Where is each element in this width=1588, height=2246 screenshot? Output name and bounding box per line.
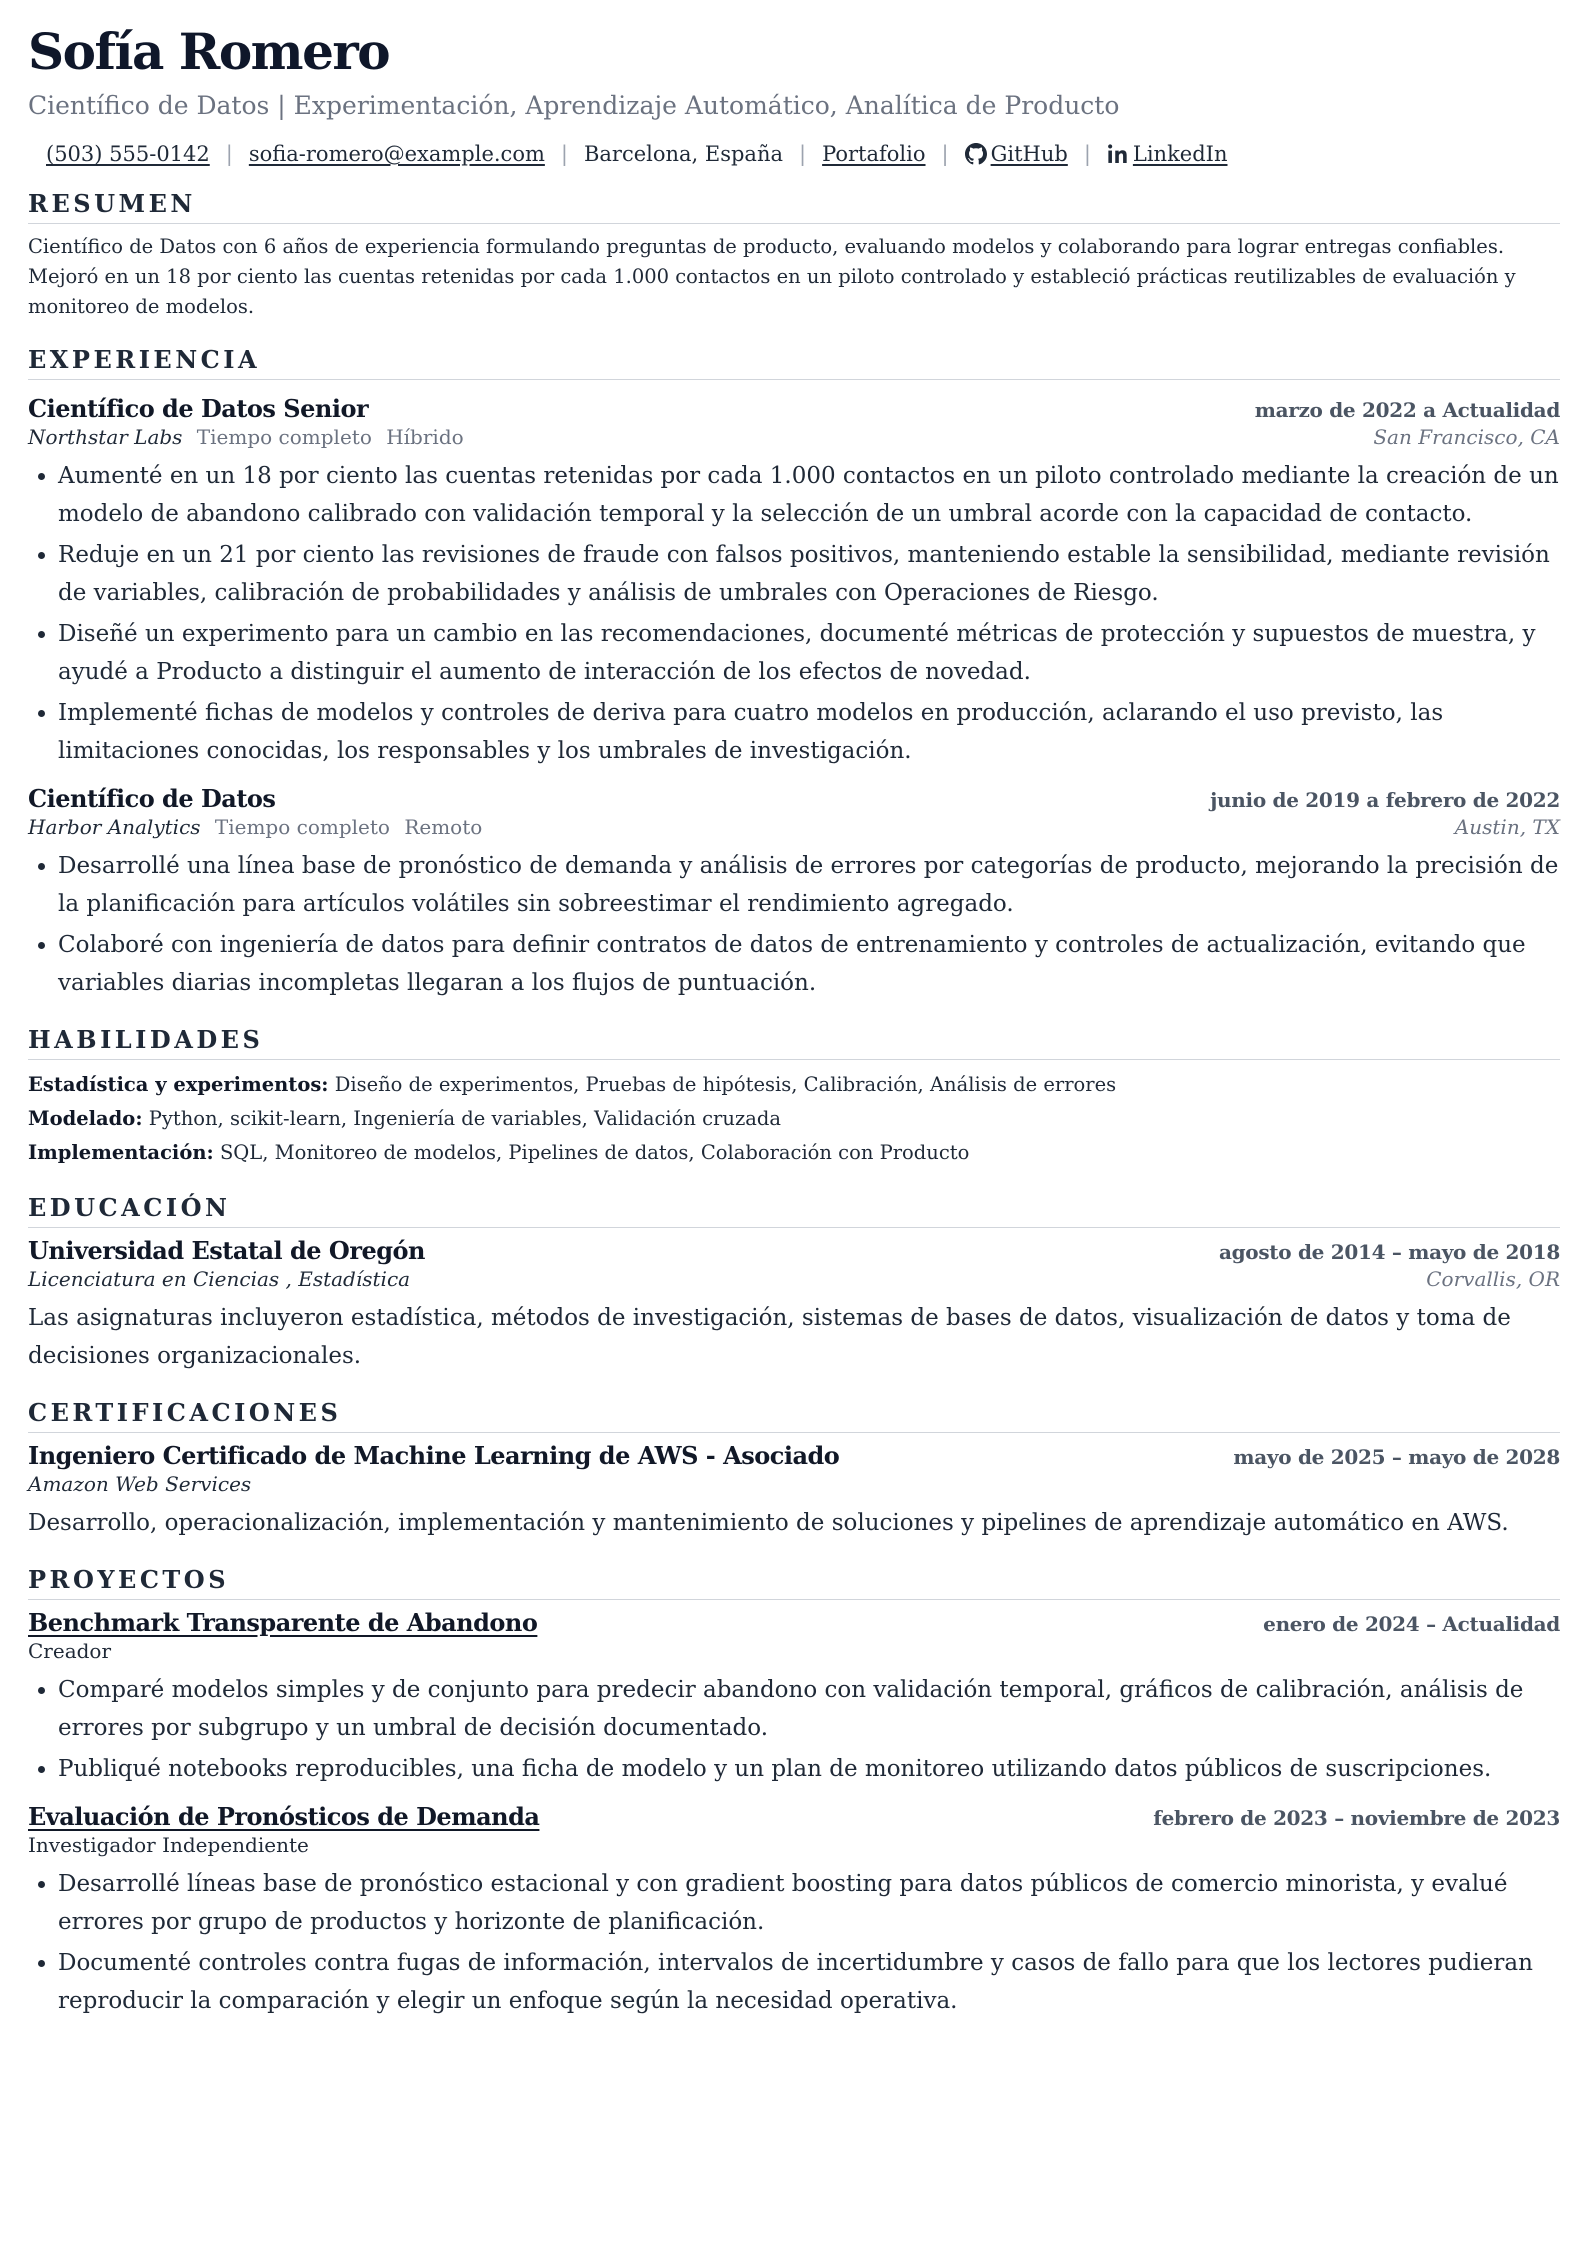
certification-issuer: Amazon Web Services <box>28 1472 252 1496</box>
separator: | <box>560 142 568 166</box>
section-title-projects: PROYECTOS <box>28 1564 1560 1600</box>
education-entry <box>28 1236 1560 1375</box>
separator: | <box>799 142 807 166</box>
experience-entry <box>28 394 1560 770</box>
work-mode: Remoto <box>404 815 483 839</box>
project-role: Creador <box>28 1639 112 1663</box>
bullet-item: • Implementé fichas de modelos y controles de deriva para cuatro modelos en producción, aclarando el uso previsto, las limitaciones conocidas, los responsables y los umbrales de investigación. <box>58 694 1560 770</box>
education-date: agosto de 2014 – mayo de 2018 <box>1218 1240 1560 1264</box>
job-title: Científico de Datos Senior <box>28 394 369 423</box>
email-link[interactable]: sofia-romero@example.com <box>248 142 545 166</box>
linkedin-icon <box>1107 143 1129 165</box>
contact-bar <box>28 142 1560 166</box>
certification-entry <box>28 1441 1560 1542</box>
bullet-list <box>28 457 1560 770</box>
linkedin-link[interactable]: LinkedIn <box>1132 142 1228 166</box>
bullet-item: • Aumenté en un 18 por ciento las cuentas retenidas por cada 1.000 contactos en un piloto controlado mediante la creación de un modelo de abandono calibrado con validación temporal y la selección de un umbral acorde con la capacidad de contacto. <box>58 457 1560 533</box>
certification-date: mayo de 2025 – mayo de 2028 <box>1233 1445 1560 1469</box>
bullet-item: • Colaboré con ingeniería de datos para definir contratos de datos de entrenamiento y controles de actualización, evitando que variables diarias incompletas llegaran a los flujos de puntuación. <box>58 926 1560 1002</box>
bullet-item: • Desarrollé una línea base de pronóstico de demanda y análisis de errores por categorías de producto, mejorando la precisión de la planificación para artículos volátiles sin sobreestimar el rendimiento agregado. <box>58 847 1560 923</box>
section-title-education: EDUCACIÓN <box>28 1192 1560 1228</box>
github-link[interactable]: GitHub <box>990 142 1068 166</box>
employment-type: Tiempo completo <box>214 815 390 839</box>
bullet-item: • Documenté controles contra fugas de información, intervalos de incertidumbre y casos de fallo para que los lectores pudieran reproducir la comparación y elegir un enfoque según la necesidad operativa. <box>58 1944 1560 2020</box>
job-date: marzo de 2022 a Actualidad <box>1254 398 1560 422</box>
separator: | <box>941 142 949 166</box>
section-title-certifications: CERTIFICACIONES <box>28 1397 1560 1433</box>
education-location: Corvallis, OR <box>1426 1267 1560 1291</box>
project-date: febrero de 2023 – noviembre de 2023 <box>1153 1806 1560 1830</box>
job-title: Científico de Datos <box>28 784 276 813</box>
skill-line <box>28 1102 1560 1136</box>
experience-entry <box>28 784 1560 1002</box>
employment-type: Tiempo completo <box>196 425 372 449</box>
candidate-name: Sofía Romero <box>28 22 390 81</box>
section-title-summary: RESUMEN <box>28 188 1560 224</box>
portfolio-link[interactable]: Portafolio <box>822 142 926 166</box>
bullet-list <box>28 847 1560 1002</box>
separator: | <box>225 142 233 166</box>
certification-description: Desarrollo, operacionalización, implementación y mantenimiento de soluciones y pipelines de aprendizaje automático en AWS. <box>28 1510 1509 1536</box>
bullet-item: • Reduje en un 21 por ciento las revisiones de fraude con falsos positivos, manteniendo estable la sensibilidad, mediante revisión de variables, calibración de probabilidades y análisis de umbrales con Operaciones de Riesgo. <box>58 536 1560 612</box>
job-location: Austin, TX <box>1454 815 1560 839</box>
bullet-list <box>28 1865 1560 2020</box>
project-entry <box>28 1802 1560 2020</box>
certification-title: Ingeniero Certificado de Machine Learning de AWS - Asociado <box>28 1441 840 1470</box>
school-name: Universidad Estatal de Oregón <box>28 1236 425 1265</box>
bullet-item: • Comparé modelos simples y de conjunto para predecir abandono con validación temporal, gráficos de calibración, análisis de errores por subgrupo y un umbral de decisión documentado. <box>58 1671 1560 1747</box>
job-date: junio de 2019 a febrero de 2022 <box>1210 788 1560 812</box>
project-date: enero de 2024 – Actualidad <box>1263 1612 1560 1636</box>
skill-value: SQL, Monitoreo de modelos, Pipelines de datos, Colaboración con Producto <box>219 1141 970 1164</box>
section-title-experience: EXPERIENCIA <box>28 344 1560 380</box>
bullet-list <box>28 1671 1560 1788</box>
headline: Científico de Datos | Experimentación, Aprendizaje Automático, Analítica de Producto <box>28 91 1120 120</box>
degree: Licenciatura en Ciencias , Estadística <box>28 1267 411 1291</box>
github-icon <box>965 143 987 165</box>
project-title-link[interactable]: Benchmark Transparente de Abandono <box>28 1608 538 1637</box>
separator: | <box>1083 142 1091 166</box>
company-name: Northstar Labs <box>28 425 183 449</box>
skill-value: Python, scikit-learn, Ingeniería de variables, Validación cruzada <box>148 1107 781 1130</box>
job-location: San Francisco, CA <box>1373 425 1560 449</box>
phone-link[interactable]: (503) 555-0142 <box>46 142 210 166</box>
work-mode: Híbrido <box>386 425 464 449</box>
bullet-item: • Diseñé un experimento para un cambio en las recomendaciones, documenté métricas de protección y supuestos de muestra, y ayudé a Producto a distinguir el aumento de interacción de los efectos de novedad. <box>58 615 1560 691</box>
bullet-item: • Publiqué notebooks reproducibles, una ficha de modelo y un plan de monitoreo utilizando datos públicos de suscripciones. <box>58 1750 1560 1788</box>
skill-label: Implementación: <box>28 1141 214 1164</box>
project-role: Investigador Independiente <box>28 1833 309 1857</box>
skill-line <box>28 1068 1560 1102</box>
skill-label: Modelado: <box>28 1107 143 1130</box>
project-entry <box>28 1608 1560 1788</box>
skill-value: Diseño de experimentos, Pruebas de hipótesis, Calibración, Análisis de errores <box>334 1073 1117 1096</box>
skill-line <box>28 1136 1560 1170</box>
education-description: Las asignaturas incluyeron estadística, métodos de investigación, sistemas de bases de datos, visualización de datos y toma de decisiones organizacionales. <box>28 1305 1511 1369</box>
skill-label: Estadística y experimentos: <box>28 1073 329 1096</box>
section-title-skills: HABILIDADES <box>28 1024 1560 1060</box>
location-text: Barcelona, España <box>583 142 784 166</box>
bullet-item: • Desarrollé líneas base de pronóstico estacional y con gradient boosting para datos públicos de comercio minorista, y evalué errores por grupo de productos y horizonte de planificación. <box>58 1865 1560 1941</box>
summary-text: Científico de Datos con 6 años de experiencia formulando preguntas de producto, evaluando modelos y colaborando para lograr entregas confiables. Mejoró en un 18 por ciento las cuentas retenidas por cada 1.000 contactos en un piloto controlado y estableció prácticas reutilizables de evaluación y monitoreo de modelos. <box>28 235 1516 318</box>
project-title-link[interactable]: Evaluación de Pronósticos de Demanda <box>28 1802 540 1831</box>
company-name: Harbor Analytics <box>28 815 201 839</box>
